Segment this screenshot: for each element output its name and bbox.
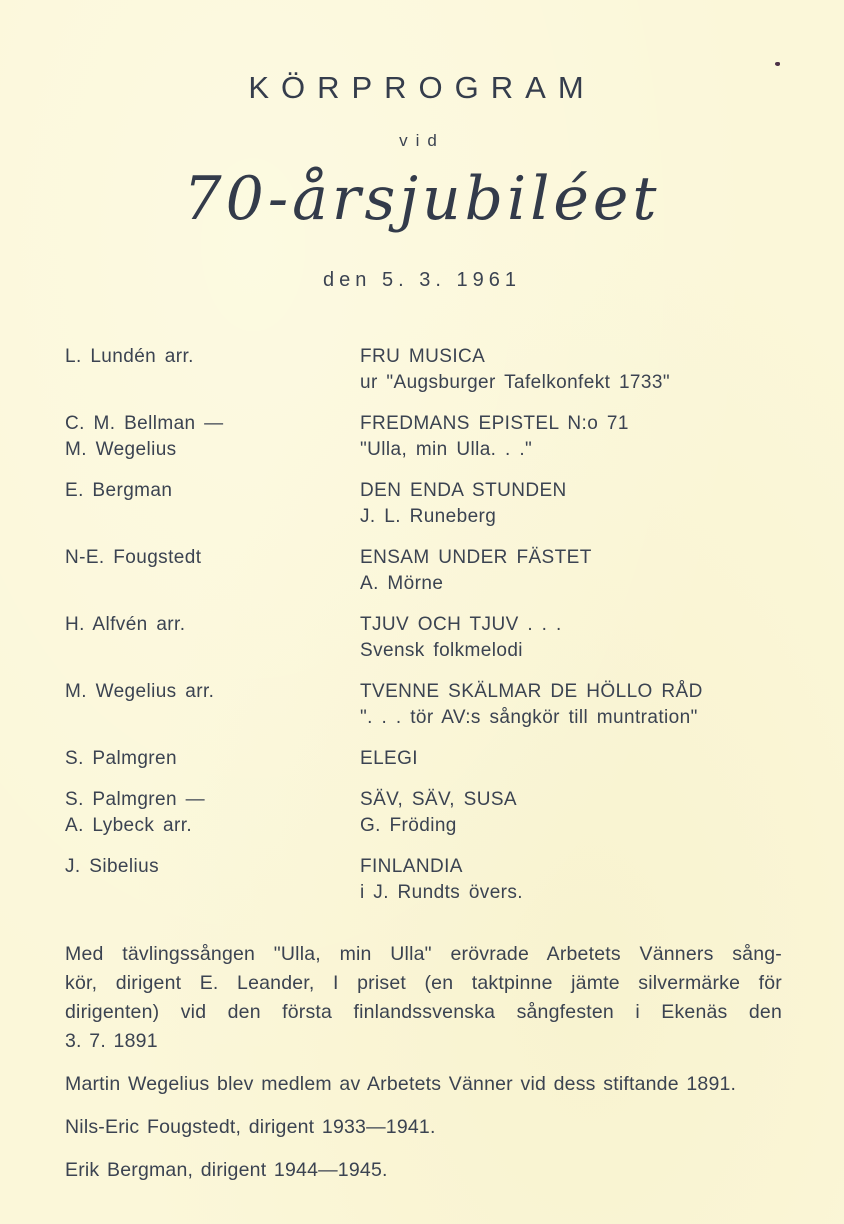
composer-line: H. Alfvén arr. <box>65 614 186 635</box>
page-title: KÖRPROGRAM <box>248 70 596 105</box>
work-subtitle: Svensk folkmelodi <box>360 640 523 661</box>
composer-cell <box>65 478 360 530</box>
work-cell <box>360 545 784 597</box>
composer-line: S. Palmgren <box>65 748 177 769</box>
note-fougstedt: Nils-Eric Fougstedt, dirigent 1933—1941. <box>65 1116 436 1138</box>
work-cell <box>360 344 784 396</box>
program-row <box>65 679 784 731</box>
work-cell <box>360 478 784 530</box>
title-block <box>0 0 844 292</box>
composer-line: E. Bergman <box>65 480 173 501</box>
program-row <box>65 478 784 530</box>
work-title: DEN ENDA STUNDEN <box>360 480 567 501</box>
composer-line: M. Wegelius arr. <box>65 681 215 702</box>
composer-line: A. Lybeck arr. <box>65 815 193 836</box>
composer-cell <box>65 612 360 664</box>
subtitle-vid: vid <box>399 131 445 150</box>
work-cell <box>360 411 784 463</box>
note-line: kör, dirigent E. Leander, I priset (en taktpinne jämte silvermärke för <box>65 972 782 994</box>
composer-line: J. Sibelius <box>65 856 159 877</box>
composer-line: L. Lundén arr. <box>65 346 194 367</box>
program-row <box>65 545 784 597</box>
work-subtitle: i J. Rundts övers. <box>360 882 523 903</box>
work-subtitle: "Ulla, min Ulla. . ." <box>360 439 533 460</box>
program-row <box>65 612 784 664</box>
program-row <box>65 344 784 396</box>
composer-line: C. M. Bellman — <box>65 413 224 434</box>
composer-line: M. Wegelius <box>65 439 177 460</box>
note-line: dirigenten) vid den första finlandssvenska sångfesten i Ekenäs den <box>65 1001 782 1023</box>
note-line: 3. 7. 1891 <box>65 1030 158 1052</box>
program-row <box>65 854 784 906</box>
work-cell <box>360 679 784 731</box>
composer-cell <box>65 746 360 772</box>
note-wegelius: Martin Wegelius blev medlem av Arbetets Vänner vid dess stiftande 1891. <box>65 1073 737 1095</box>
work-cell <box>360 612 784 664</box>
program-row <box>65 411 784 463</box>
composer-line: S. Palmgren — <box>65 789 206 810</box>
program-list <box>65 344 784 906</box>
work-title: FRU MUSICA <box>360 346 486 367</box>
work-title: TJUV OCH TJUV . . . <box>360 614 562 635</box>
composer-line: N-E. Fougstedt <box>65 547 202 568</box>
work-title: FINLANDIA <box>360 856 463 877</box>
note-paragraph-history <box>65 940 782 1056</box>
work-title: ENSAM UNDER FÄSTET <box>360 547 592 568</box>
work-title: SÄV, SÄV, SUSA <box>360 789 518 810</box>
composer-cell <box>65 545 360 597</box>
footnotes <box>65 940 782 1185</box>
work-title: TVENNE SKÄLMAR DE HÖLLO RÅD <box>360 681 703 702</box>
work-title: FREDMANS EPISTEL N:o 71 <box>360 413 629 434</box>
work-cell <box>360 787 784 839</box>
composer-cell <box>65 679 360 731</box>
note-bergman: Erik Bergman, dirigent 1944—1945. <box>65 1159 388 1181</box>
composer-cell <box>65 344 360 396</box>
composer-cell <box>65 411 360 463</box>
event-date: den 5. 3. 1961 <box>323 269 521 291</box>
paper-speck <box>775 62 780 66</box>
composer-cell <box>65 854 360 906</box>
work-subtitle: G. Fröding <box>360 815 457 836</box>
note-line: Med tävlingssången "Ulla, min Ulla" erövrade Arbetets Vänners sång- <box>65 943 782 965</box>
jubilee-title: 70-årsjubiléet <box>183 164 661 234</box>
work-subtitle: ur "Augsburger Tafelkonfekt 1733" <box>360 372 670 393</box>
program-row <box>65 746 784 772</box>
work-title: ELEGI <box>360 748 418 769</box>
work-subtitle: A. Mörne <box>360 573 444 594</box>
program-row <box>65 787 784 839</box>
work-subtitle: ". . . tör AV:s sångkör till muntration" <box>360 707 698 728</box>
work-cell <box>360 854 784 906</box>
work-cell <box>360 746 784 772</box>
composer-cell <box>65 787 360 839</box>
work-subtitle: J. L. Runeberg <box>360 506 497 527</box>
